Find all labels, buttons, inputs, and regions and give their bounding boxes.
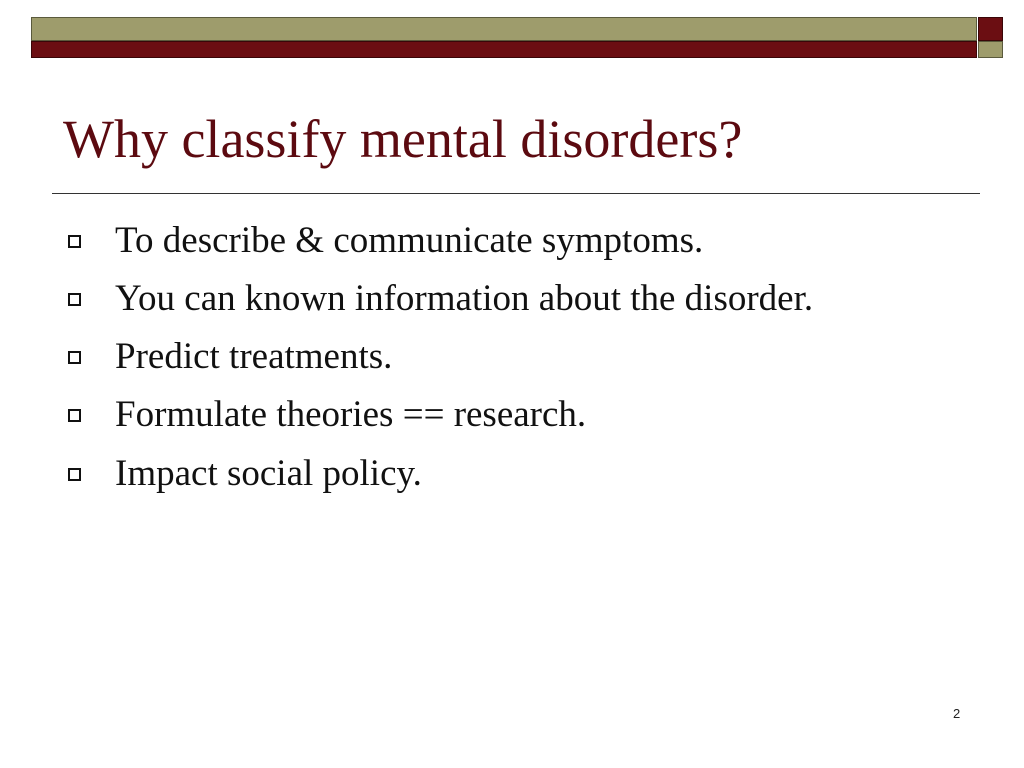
bullet-text: Predict treatments. bbox=[115, 336, 393, 378]
bullet-text: Impact social policy. bbox=[115, 452, 422, 494]
hollow-square-bullet-icon bbox=[68, 468, 81, 481]
hollow-square-bullet-icon bbox=[68, 409, 81, 422]
slide-title: Why classify mental disorders? bbox=[63, 109, 743, 169]
bullet-text: You can known information about the disorder. bbox=[115, 278, 814, 320]
header-band-maroon bbox=[31, 41, 977, 58]
corner-block-olive bbox=[978, 41, 1003, 58]
bullet-item bbox=[62, 218, 962, 263]
hollow-square-bullet-icon bbox=[68, 293, 81, 306]
bullet-item bbox=[62, 392, 962, 437]
bullet-item bbox=[62, 451, 962, 496]
title-divider bbox=[52, 193, 980, 194]
page-number: 2 bbox=[953, 706, 961, 721]
bullet-text: To describe & communicate symptoms. bbox=[115, 220, 704, 261]
hollow-square-bullet-icon bbox=[68, 235, 81, 248]
bullet-item bbox=[62, 276, 962, 321]
bullet-text: Formulate theories == research. bbox=[115, 394, 587, 436]
header-band-olive bbox=[31, 17, 977, 41]
bullet-list bbox=[62, 218, 962, 509]
hollow-square-bullet-icon bbox=[68, 351, 81, 364]
corner-block-maroon bbox=[978, 17, 1003, 41]
bullet-item bbox=[62, 334, 962, 379]
